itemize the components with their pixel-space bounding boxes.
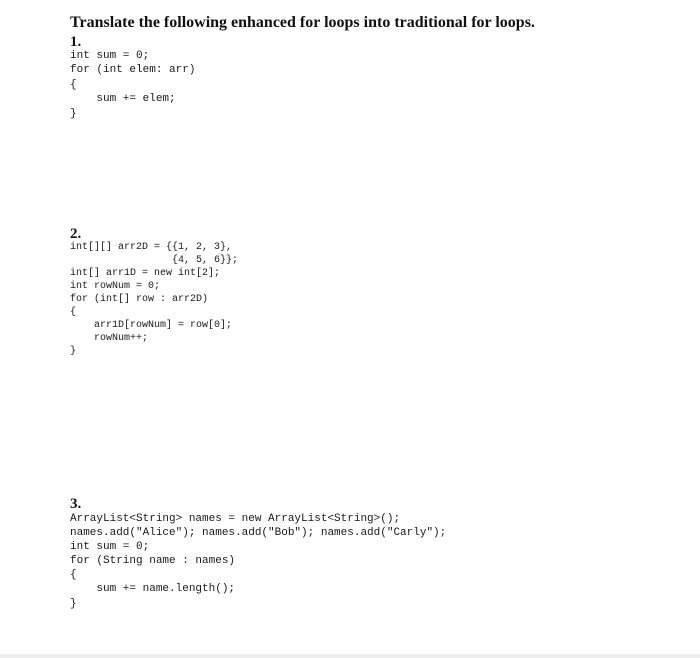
problem-2-line-3: int[] arr1D = new int[2];: [70, 268, 221, 279]
problem-2-line-9: }: [70, 346, 77, 357]
problem-2-line-5: for (int[] row : arr2D): [70, 294, 209, 305]
problem-1-line-5: }: [70, 108, 77, 120]
problem-2-line-8: rowNum++;: [70, 333, 149, 344]
problem-3-line-2: names.add("Alice"); names.add("Bob"); names.add("Carly");: [70, 527, 447, 539]
problem-1-number: 1.: [70, 34, 82, 50]
problem-3-line-5: {: [70, 569, 77, 581]
problem-1-line-3: {: [70, 79, 77, 91]
problem-1-line-2: for (int elem: arr): [70, 64, 196, 76]
problem-2-line-1: int[][] arr2D = {{1, 2, 3},: [70, 242, 233, 253]
problem-3-number: 3.: [70, 496, 82, 512]
problem-3-line-3: int sum = 0;: [70, 541, 150, 553]
problem-3-line-7: }: [70, 598, 77, 610]
problem-2-line-2: {4, 5, 6}};: [70, 255, 239, 266]
problem-1-line-1: int sum = 0;: [70, 50, 150, 62]
problem-3-line-4: for (String name : names): [70, 555, 236, 567]
problem-3-line-6: sum += name.length();: [70, 583, 236, 595]
problem-2-line-4: int rowNum = 0;: [70, 281, 161, 292]
problem-1-line-4: sum += elem;: [70, 93, 176, 105]
problem-2-line-7: arr1D[rowNum] = row[0];: [70, 320, 233, 331]
problem-3-line-1: ArrayList<String> names = new ArrayList<String>();: [70, 513, 401, 525]
problem-2-number: 2.: [70, 226, 82, 242]
problem-2-line-6: {: [70, 307, 77, 318]
instructions-heading: Translate the following enhanced for loops into traditional for loops.: [70, 14, 535, 31]
page-bottom-edge: [0, 654, 700, 658]
